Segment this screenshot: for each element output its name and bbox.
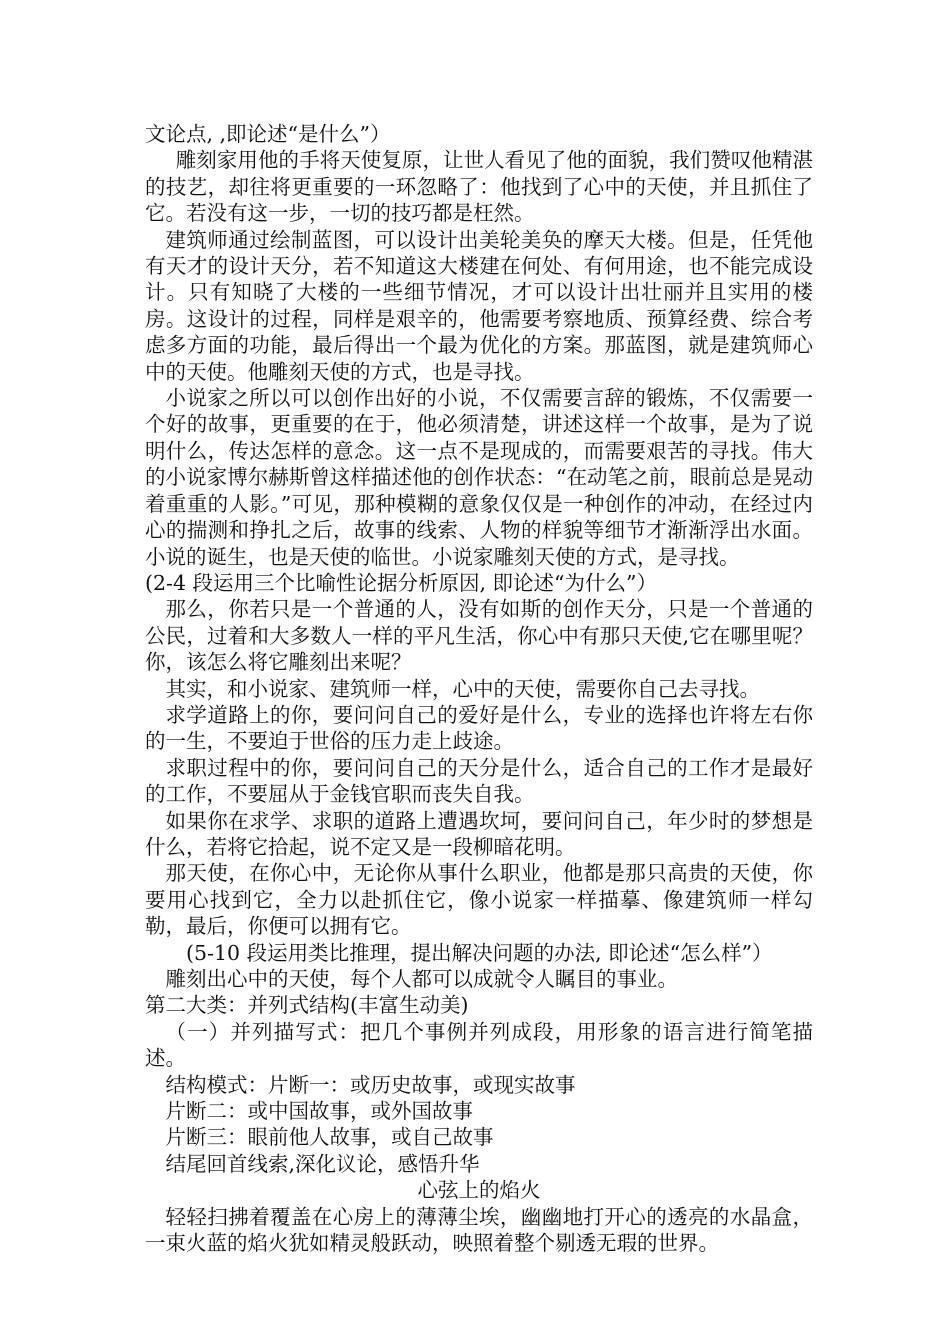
paragraph-in-fact: 其实，和小说家、建筑师一样，心中的天使，需要你自己去寻找。 bbox=[165, 676, 760, 701]
document-body bbox=[145, 121, 813, 1256]
paragraph-study: 求学道路上的你，要问问自己的爱好是什么，专业的选择也许将左右你的一生，不要迫于世俗的压力走上歧途。 bbox=[145, 702, 813, 754]
paragraph-novelist: 小说家之所以可以创作出好的小说，不仅需要言辞的锻炼，不仅需要一个好的故事，更重要的在于，他必须清楚，讲述这样一个故事，是为了说明什么，传达怎样的意念。这一点不是现成的，而需要艰苦的寻找。伟大的小说家博尔赫斯曾这样描述他的创作状态：“在动笔之前，眼前总是晃动着重重的人影。”可见，那种模糊的意象仅仅是一种创作的冲动，在经过内心的揣测和挣扎之后，故事的线索、人物的样貌等细节才渐渐浮出水面。小说的诞生，也是天使的临世。小说家雕刻天使的方式，是寻找。 bbox=[145, 386, 813, 569]
paragraph-analysis-note: (2-4 段运用三个比喻性论据分析原因, 即论述“为什么”） bbox=[145, 570, 658, 595]
paragraph-ordinary-person: 那么，你若只是一个普通的人，没有如斯的创作天分，只是一个普通的公民，过着和大多数人一样的平凡生活，你心中有那只天使,它在哪里呢？你，该怎么将它雕刻出来呢？ bbox=[145, 597, 813, 675]
paragraph-conclusion: 雕刻出心中的天使，每个人都可以成就令人瞩目的事业。 bbox=[165, 967, 678, 991]
paragraph-parallel-description: （一）并列描写式：把几个事例并列成段，用形象的语言进行简笔描述。 bbox=[145, 1019, 813, 1071]
ending-line: 结尾回首线索,深化议论，感悟升华 bbox=[165, 1151, 480, 1176]
paragraph-angel-in-heart: 那天使，在你心中，无论你从事什么职业，他都是那只高贵的天使，你要用心找到它，全力以赴抓住它，像小说家一样描摹、像建筑师一样勾勒，最后，你便可以拥有它。 bbox=[145, 861, 813, 939]
section-heading-parallel-structure: 第二大类：并列式结构(丰富生动美) bbox=[145, 993, 469, 1018]
paragraph-job: 求职过程中的你，要问问自己的天分是什么，适合自己的工作才是最好的工作，不要屈从于金钱官职而丧失自我。 bbox=[145, 755, 813, 807]
paragraph-solution-note: (5-10 段运用类比推理，提出解决问题的办法, 即论述“怎么样”） bbox=[186, 940, 773, 965]
paragraph-sculptor: 雕刻家用他的手将天使复原，让世人看见了他的面貌，我们赞叹他精湛的技艺，却往将更重要的一环忽略了：他找到了心中的天使，并且抓住了它。若没有这一步，一切的技巧都是枉然。 bbox=[145, 148, 813, 226]
essay-title: 心弦上的焰火 bbox=[417, 1178, 541, 1203]
paragraph-setback: 如果你在求学、求职的道路上遭遇坎坷，要问问自己，年少时的梦想是什么，若将它拾起，说不定又是一段柳暗花明。 bbox=[145, 808, 813, 859]
fragment-three-line: 片断三：眼前他人故事，或自己故事 bbox=[165, 1125, 494, 1150]
paragraph-architect: 建筑师通过绘制蓝图，可以设计出美轮美奂的摩天大楼。但是，任凭他有天才的设计天分，若不知道这大楼建在何处、有何用途，也不能完成设计。只有知晓了大楼的一些细节情况，才可以设计出壮丽并且实用的楼房。这设计的过程，同样是艰辛的，他需要考察地质、预算经费、综合考虑多方面的功能，最后得出一个最为优化的方案。那蓝图，就是建筑师心中的天使。他雕刻天使的方式，也是寻找。 bbox=[145, 227, 813, 384]
essay-opening-paragraph: 轻轻扫拂着覆盖在心房上的薄薄尘埃，幽幽地打开心的透亮的水晶盒，一束火蓝的焰火犹如精灵般跃动，映照着整个剔透无瑕的世界。 bbox=[145, 1204, 813, 1256]
structure-mode-line: 结构模式：片断一：或历史故事，或现实故事 bbox=[165, 1072, 576, 1097]
paragraph-argument-note: 文论点, ,即论述“是什么”） bbox=[145, 122, 391, 146]
fragment-two-line: 片断二：或中国故事，或外国故事 bbox=[165, 1099, 473, 1124]
